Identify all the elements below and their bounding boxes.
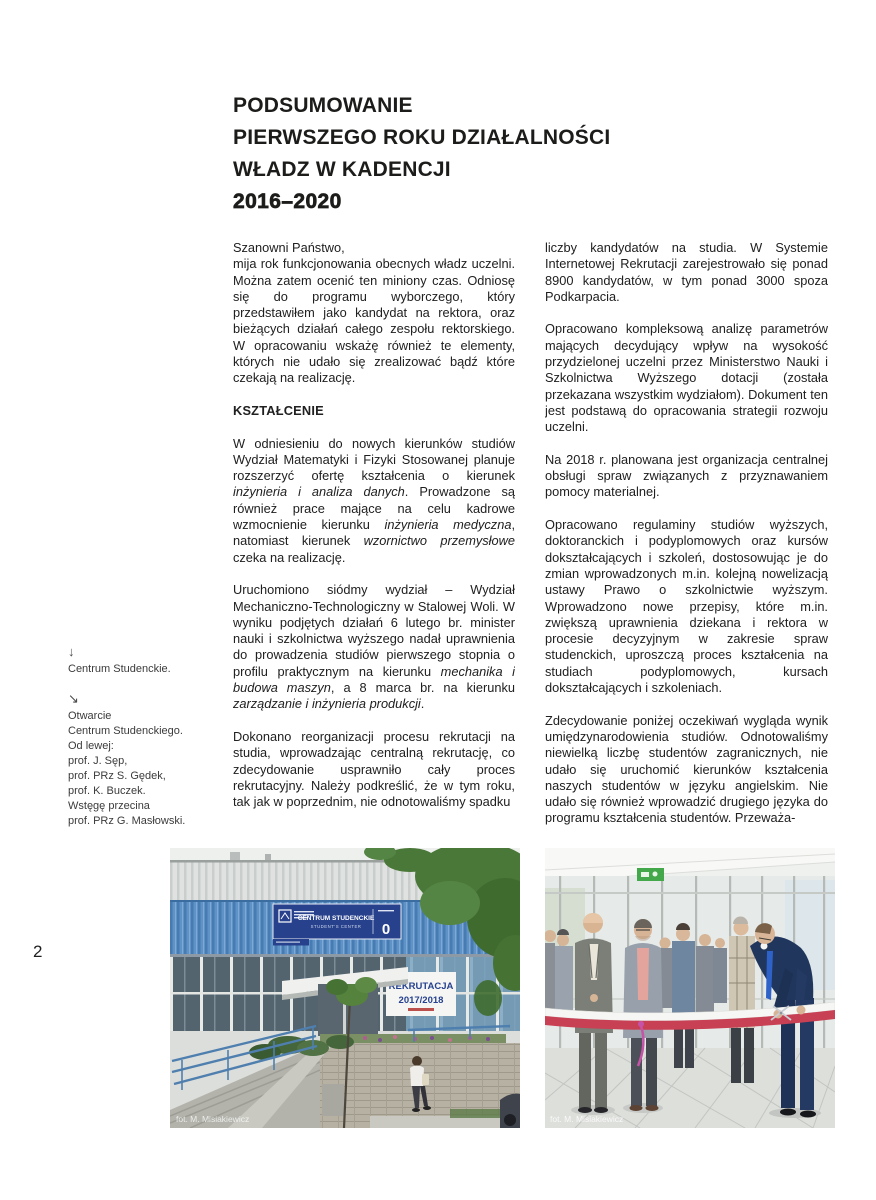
sign-subtitle: STUDENT'S CENTER — [310, 924, 362, 929]
caption-line: prof. K. Buczek. — [68, 785, 146, 797]
caption-line: Wstęgę przecina — [68, 800, 150, 812]
body-paragraph: W odniesieniu do nowych kierunków studiów Wydział Matematyki i Fizyki Stosowanej planuje rozszerzyć ofertę kształcenia o kierunek inżynieria i analiza danych. Prowadzone są również prace mające na celu kadrowe wzmocnienie kierunku inżynieria medyczna, natomiast kierunek wzornictwo przemysłowe czeka na realizację. — [233, 435, 515, 565]
body-paragraph: Uruchomiono siódmy wydział – Wydział Mechaniczno-Technologiczny w Stalowej Woli. W wyniku podjętych działań 6 lutego br. minister nauki i szkolnictwa wyższego nadał uprawnienia do prowadzenia studiów pierwszego stopnia o profilu praktycznym na kierunku mechanika i budowa maszyn, a 8 marca br. na kierunku zarządzanie i inżynieria produkcji. — [233, 582, 515, 712]
photo-captions — [68, 644, 188, 843]
text-column-right — [545, 240, 828, 846]
body-paragraph: liczby kandydatów na studia. W Systemie Internetowej Rekrutacji zarejestrowało się ponad 8900 kandydatów, w tym ponad 3000 spoza Podkarpacia. — [545, 240, 828, 304]
building-photo-illustration — [170, 848, 520, 1128]
photo-credit: fot. M. Misiakiewicz — [176, 1114, 250, 1124]
title-line: WŁADZ W KADENCJI — [233, 158, 451, 181]
caption-line: Otwarcie — [68, 710, 112, 722]
banner-line1: REKRUTACJA — [388, 981, 454, 992]
body-paragraph: Szanowni Państwo, mija rok funkcjonowania obecnych władz uczelni. Można zatem ocenić ten miniony czas. Odniosę się do programu wyborczego, który przedstawiłem jako kandydat na rektora, oraz bieżących działań całego zespołu rektorskiego. W opracowaniu wskażę również te elementy, których nie udało się zrealizować bądź które czekają na realizację. — [233, 240, 515, 386]
banner-line2: 2017/2018 — [398, 995, 444, 1006]
body-paragraph: Opracowano regulaminy studiów wyższych, doktoranckich i podyplomowych oraz kursów dokształcających i szkoleń, dostosowując je do zmian wprowadzonych m.in. kolejną nowelizacją ustawy Prawo o szkolnictwie wyższym. Wprowadzono nowe przepisy, które m.in. zwiększą uprawnienia dziekana i rektora w procesie decyzyjnym w zakresie spraw studenckich, uproszczą proces kształcenia na studiach podyplomowych, kursach dokształcających i szkoleniach. — [545, 517, 828, 696]
sign-building-number: 0 — [381, 921, 391, 938]
caption-line: Centrum Studenckiego. — [68, 725, 183, 737]
sign-title: CENTRUM STUDENCKIE — [297, 915, 375, 922]
body-paragraph: Opracowano kompleksową analizę parametrów mających decydujący wpływ na wysokość przydzielonej uczelni przez Ministerstwo Nauki i Szkolnictwa Wyższego dotacji (została przekazana wszystkim wydziałom). Dokument ten jest podstawą do opracowania strategii rozwoju uczelni. — [545, 321, 828, 435]
caption-line: prof. PRz S. Gędek, — [68, 770, 166, 782]
caption-line: Od lewej: — [68, 740, 114, 752]
building-sign — [273, 904, 401, 946]
caption-line: Centrum Studenckie. — [68, 663, 171, 675]
body-paragraph: Zdecydowanie poniżej oczekiwań wygląda wynik umiędzynarodowienia studiów. Odnotowaliśmy niewielką liczbę studentów zagranicznych, nie udało się uruchomić kierunków kształcenia naszych studentów w języku angielskim. Nie udało się również wprowadzić drugiego języka do programu kształcenia studentów. Przeważa- — [545, 712, 828, 826]
body-paragraph: Dokonano reorganizacji procesu rekrutacji na studia, wprowadzając centralną rekrutację, co zdecydowanie usprawniło cały proces rekrutacyjny. Należy podkreślić, że w tym roku, tak jak w poprzednim, nie odnotowaliśmy spadku — [233, 728, 515, 810]
page-title — [233, 90, 653, 218]
photo-credit: fot. M. Misiakiewicz — [550, 1114, 624, 1124]
title-years: 2016–2020 — [233, 190, 342, 213]
title-line: PODSUMOWANIE — [233, 94, 413, 117]
photo-caption — [68, 644, 188, 677]
body-paragraph: Na 2018 r. planowana jest organizacja centralnej obsługi spraw związanych z przyznawaniem pomocy materialnej. — [545, 451, 828, 500]
ceremony-photo-illustration — [545, 848, 835, 1128]
parked-car — [500, 1094, 520, 1128]
photo-caption — [68, 691, 188, 829]
text-column-left — [233, 240, 515, 846]
title-line: PIERWSZEGO ROKU DZIAŁALNOŚCI — [233, 126, 611, 149]
photo-ribbon-cutting — [545, 848, 835, 1128]
caption-arrow-icon: ↘ — [68, 691, 79, 706]
section-heading: KSZTAŁCENIE — [233, 402, 324, 418]
caption-line: prof. PRz G. Masłowski. — [68, 815, 186, 827]
caption-line: prof. J. Sęp, — [68, 755, 128, 767]
photo-centrum-studenckie — [170, 848, 520, 1128]
exit-sign — [637, 868, 664, 881]
page-number: 2 — [33, 942, 43, 961]
caption-arrow-icon: ↓ — [68, 644, 75, 659]
